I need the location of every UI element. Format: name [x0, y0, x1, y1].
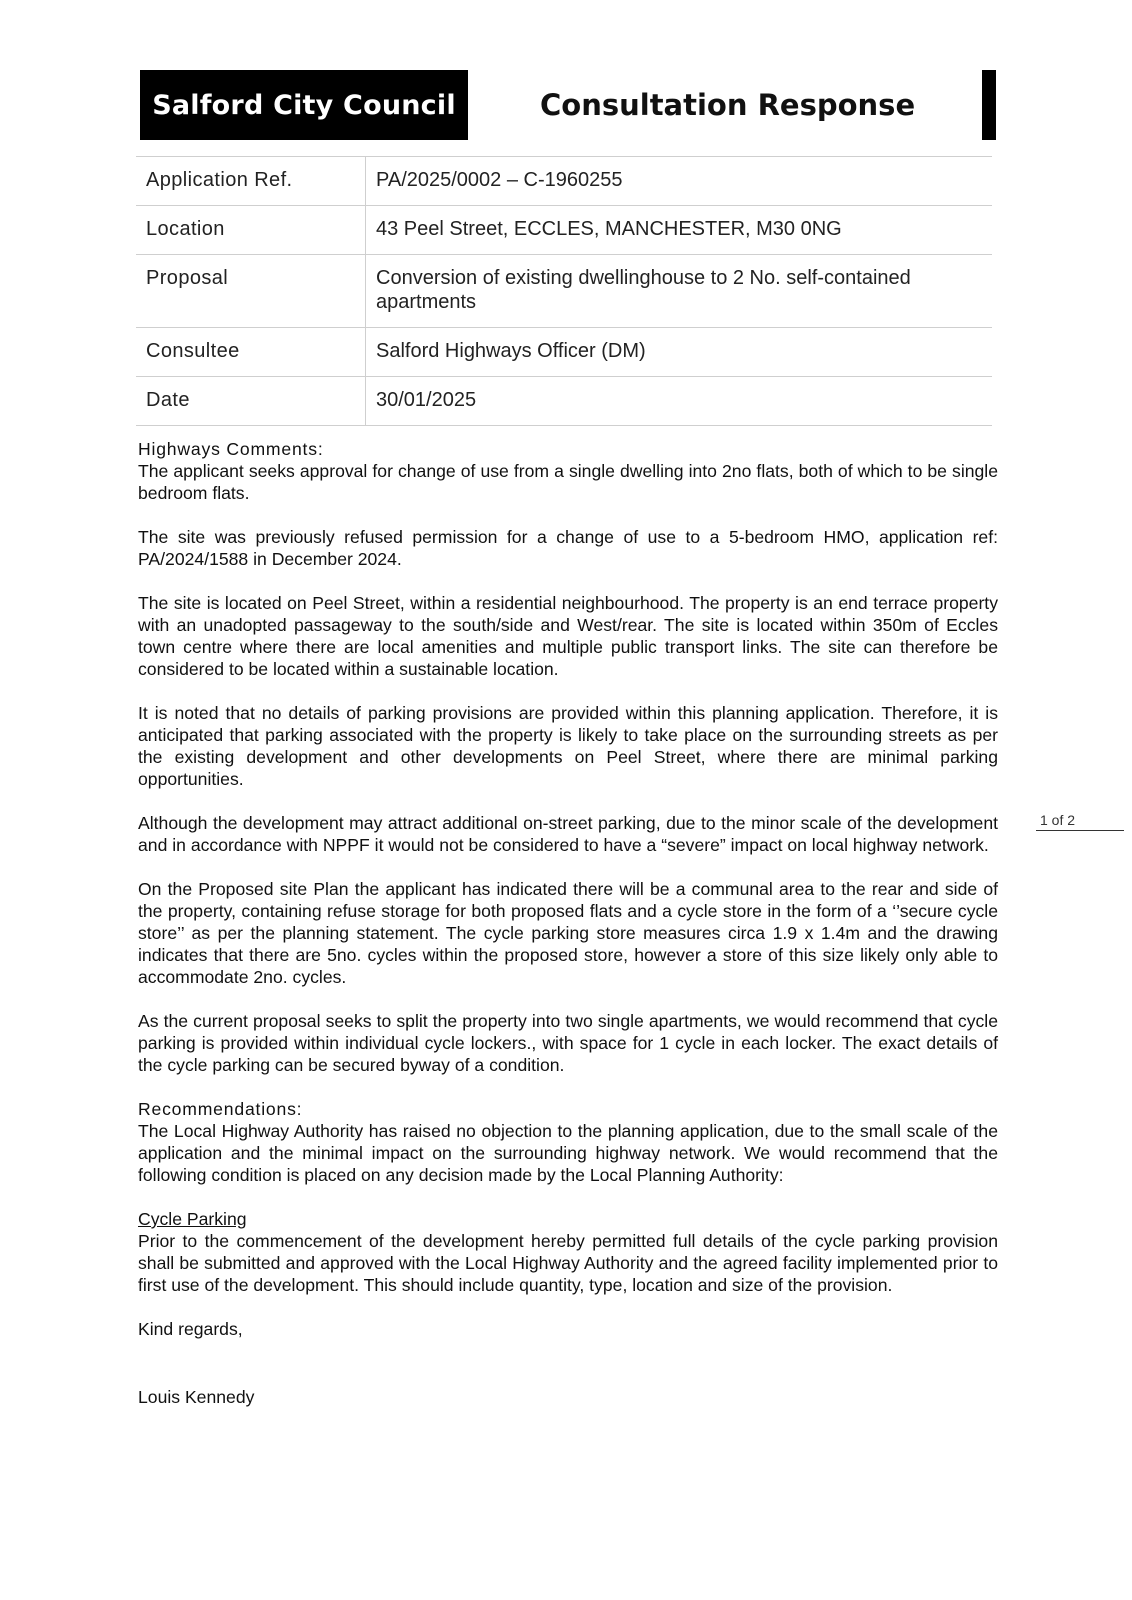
- row-label: Consultee: [136, 328, 366, 377]
- paragraph: The site is located on Peel Street, within a residential neighbourhood. The property is an end terrace property with an unadopted passageway to the south/side and West/rear. The site is located within 350m of Eccles town centre where there are local amenities and multiple public transport links. The site can therefore be considered to be located within a sustainable location.: [138, 593, 998, 679]
- paragraph: The applicant seeks approval for change of use from a single dwelling into 2no flats, both of which to be single bedroom flats.: [138, 461, 998, 503]
- row-value: PA/2025/0002 – C-1960255: [376, 169, 623, 191]
- row-label: Proposal: [136, 255, 366, 328]
- paragraph: Although the development may attract additional on-street parking, due to the minor scale of the development and in accordance with NPPF it would not be considered to have a “severe” impact on local highway network.: [138, 813, 998, 855]
- condition-heading: Cycle Parking: [138, 1209, 247, 1229]
- signature-name: Louis Kennedy: [138, 1387, 255, 1407]
- closing-text: Kind regards,: [138, 1319, 243, 1339]
- row-value: Salford Highways Officer (DM): [376, 340, 646, 362]
- application-details-table: [136, 156, 992, 426]
- table-row: [136, 328, 992, 377]
- paragraph: On the Proposed site Plan the applicant has indicated there will be a communal area to the rear and side of the property, containing refuse storage for both proposed flats and a cycle store in the form of a ‘’secure cycle store’’ as per the planning statement. The cycle parking store measures circa 1.9 x 1.4m and the drawing indicates that there are 5no. cycles within the proposed store, however a store of this size likely only able to accommodate 2no. cycles.: [138, 879, 998, 987]
- row-value: Conversion of existing dwellinghouse to 2 No. self-contained apartments: [376, 267, 911, 313]
- paragraph: The site was previously refused permission for a change of use to a 5-bedroom HMO, application ref: PA/2024/1588 in December 2024.: [138, 527, 998, 569]
- header-bar: [982, 70, 996, 140]
- row-label: Application Ref.: [136, 157, 366, 206]
- row-label: Location: [136, 206, 366, 255]
- document-header: [140, 70, 996, 140]
- table-row: [136, 377, 992, 426]
- paragraph: Prior to the commencement of the development hereby permitted full details of the cycle parking provision shall be submitted and approved with the Local Highway Authority and the agreed facility implemented prior to first use of the development. This should include quantity, type, location and size of the provision.: [138, 1231, 998, 1295]
- page-indicator: [1036, 812, 1124, 831]
- row-label: Date: [136, 377, 366, 426]
- paragraph: As the current proposal seeks to split the property into two single apartments, we would recommend that cycle parking is provided within individual cycle lockers., with space for 1 cycle in each locker. The exact details of the cycle parking can be secured byway of a condition.: [138, 1011, 998, 1075]
- table-row: [136, 206, 992, 255]
- paragraph: The Local Highway Authority has raised no objection to the planning application, due to the small scale of the application and the minimal impact on the surrounding highway network. We would recommend that the following condition is placed on any decision made by the Local Planning Authority:: [138, 1121, 998, 1185]
- highways-comments-heading: Highways Comments:: [138, 439, 324, 459]
- document-body: [138, 438, 998, 1408]
- document-title: Consultation Response: [540, 88, 916, 122]
- recommendations-heading: Recommendations:: [138, 1099, 303, 1119]
- table-row: [136, 157, 992, 206]
- table-row: [136, 255, 992, 328]
- paragraph: It is noted that no details of parking provisions are provided within this planning application. Therefore, it is anticipated that parking associated with the property is likely to take place on the surrounding streets as per the existing development and other developments on Peel Street, where there are minimal parking opportunities.: [138, 703, 998, 789]
- council-logo: Salford City Council: [140, 70, 468, 140]
- row-value: 43 Peel Street, ECCLES, MANCHESTER, M30 0NG: [376, 218, 842, 240]
- page-indicator-text: 1 of 2: [1040, 812, 1076, 828]
- row-value: 30/01/2025: [376, 389, 477, 411]
